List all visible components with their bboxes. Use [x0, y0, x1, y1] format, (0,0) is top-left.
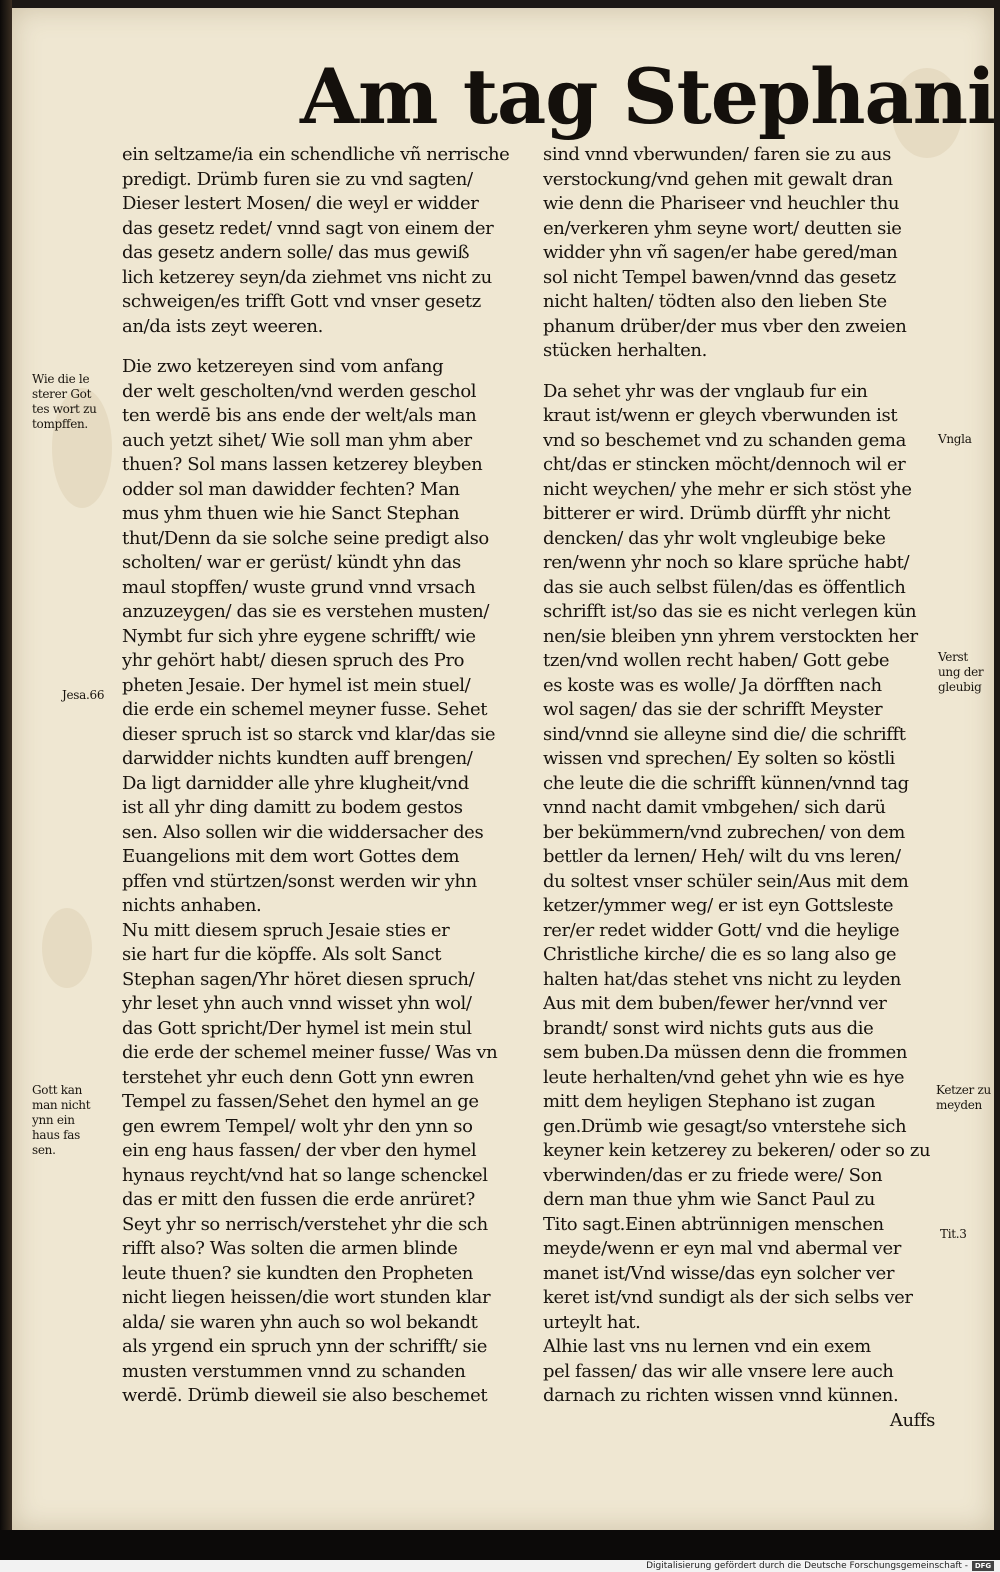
text-line: Euangelions mit dem wort Gottes dem	[122, 846, 460, 867]
catchword: Auffs	[889, 1409, 935, 1431]
margin-note	[936, 1083, 991, 1113]
paragraph	[122, 919, 514, 1409]
margin-note-line: Gott kan	[32, 1083, 83, 1097]
text-line: Nu mitt diesem spruch Jesaie sties er	[122, 919, 450, 941]
text-line: scholten/ war er gerüst/ kündt yhn das	[122, 552, 461, 573]
margin-note	[938, 432, 972, 447]
margin-note-line: gleubig	[938, 680, 982, 694]
text-line: sie hart fur die köpffe. Als solt Sanct	[122, 944, 442, 965]
text-line: nichts anhaben.	[122, 895, 262, 916]
text-line: odder sol man dawidder fechten? Man	[122, 478, 460, 500]
text-line: terstehet yhr euch denn Gott ynn ewren	[122, 1066, 474, 1088]
text-line: schrifft ist/so das sie es nicht verlegen kün	[543, 601, 917, 622]
text-line: thuen? Sol mans lassen ketzerey bleyben	[122, 454, 483, 475]
text-line: nicht halten/ tödten also den lieben Ste	[543, 291, 887, 312]
dfg-logo: DFG	[972, 1561, 994, 1571]
text-line: alda/ sie waren yhn auch so wol bekandt	[122, 1311, 478, 1333]
text-line: bitterer er wird. Drümb dürfft yhr nicht	[543, 503, 890, 524]
text-line: thut/Denn da sie solche seine predigt also	[122, 527, 489, 549]
margin-note-line: tes wort zu	[32, 402, 97, 416]
page-heading: Am tag Stephani	[300, 52, 995, 141]
paragraph	[543, 143, 935, 364]
text-line: das gesetz andern solle/ das mus gewiß	[122, 242, 470, 263]
text-line: verstockung/vnd gehen mit gewalt dran	[543, 168, 893, 190]
text-line: nen/sie bleiben ynn yhrem verstockten her	[543, 625, 918, 647]
margin-note-line: Tit.3	[940, 1227, 967, 1241]
text-line: Da sehet yhr was der vnglaub fur ein	[543, 380, 868, 402]
text-line: vberwinden/das er zu friede were/ Son	[543, 1164, 883, 1186]
margin-note	[938, 650, 983, 695]
text-line: rifft also? Was solten die armen blinde	[122, 1238, 458, 1259]
text-line: vnnd nacht damit vmbgehen/ sich darü	[543, 797, 886, 818]
text-line: musten verstummen vnnd zu schanden	[122, 1360, 466, 1382]
text-line: meyde/wenn er eyn mal vnd abermal ver	[543, 1238, 901, 1259]
text-line: sind/vnnd sie alleyne sind die/ die schrifft	[543, 723, 906, 745]
text-line: an/da ists zeyt weeren.	[122, 315, 323, 337]
text-line: die erde ein schemel meyner fusse. Sehet	[122, 699, 488, 720]
text-line: ein eng haus fassen/ der vber den hymel	[122, 1140, 477, 1161]
text-line: Alhie last vns nu lernen vnd ein exem	[543, 1336, 871, 1357]
text-line: Da ligt darnidder alle yhre klugheit/vnd	[122, 772, 469, 794]
text-line: lich ketzerey seyn/da ziehmet vns nicht zu	[122, 266, 492, 288]
text-line: pheten Jesaie. Der hymel ist mein stuel/	[122, 674, 471, 696]
text-line: pel fassen/ das wir alle vnsere lere auch	[543, 1360, 894, 1382]
text-line: keret ist/vnd sundigt als der sich selbs ver	[543, 1287, 913, 1308]
text-line: auch yetzt sihet/ Wie soll man yhm aber	[122, 429, 472, 451]
text-line: mus yhm thuen wie hie Sanct Stephan	[122, 503, 460, 524]
text-line: das sie auch selbst fülen/das es öffentlich	[543, 576, 906, 598]
margin-note	[32, 1083, 90, 1158]
text-line: Nymbt fur sich yhre eygene schrifft/ wie	[122, 625, 476, 647]
text-line: es koste was es wolle/ Ja dörfften nach	[543, 674, 882, 696]
margin-note-line: Verst	[938, 650, 968, 664]
margin-note-line: sen.	[32, 1143, 56, 1157]
text-line: werdē. Drümb dieweil sie also beschemet	[122, 1385, 488, 1406]
text-line: ketzer/ymmer weg/ er ist eyn Gottsleste	[543, 895, 894, 916]
margin-note-line: Ketzer zu	[936, 1083, 991, 1097]
text-line: ren/wenn yhr noch so klare sprüche habt/	[543, 552, 910, 573]
text-line: bettler da lernen/ Heh/ wilt du vns leren/	[543, 846, 901, 867]
margin-note	[940, 1227, 967, 1242]
text-line: en/verkeren yhm seyne wort/ deutten sie	[543, 217, 902, 239]
text-line: hynaus reycht/vnd hat so lange schenckel	[122, 1164, 488, 1186]
text-line: rer/er redet widder Gott/ vnd die heylige	[543, 919, 900, 941]
margin-note-line: Vngla	[938, 432, 972, 446]
text-line: Stephan sagen/Yhr höret diesen spruch/	[122, 968, 475, 990]
text-line: als yrgend ein spruch ynn der schrifft/ sie	[122, 1336, 487, 1357]
margin-note-line: tompffen.	[32, 417, 88, 431]
paper-stain	[42, 908, 92, 988]
margin-note-line: ung der	[938, 665, 984, 679]
text-line: widder yhn vñ sagen/er habe gered/man	[543, 242, 898, 263]
text-line: schweigen/es trifft Gott vnd vnser gesetz	[122, 291, 481, 312]
text-line: nicht liegen heissen/die wort stunden klar	[122, 1287, 491, 1308]
text-line: dieser spruch ist so starck vnd klar/das sie	[122, 723, 496, 745]
paragraph	[122, 143, 514, 339]
margin-note-line: sterer Got	[32, 387, 92, 401]
text-line: Aus mit dem buben/fewer her/vnnd ver	[543, 993, 887, 1014]
text-line: gen ewrem Tempel/ wolt yhr den ynn so	[122, 1115, 473, 1137]
text-line: ein seltzame/ia ein schendliche vñ nerrische	[122, 144, 510, 165]
text-line: darwidder nichts kundten auff brengen/	[122, 748, 473, 769]
text-line: darnach zu richten wissen vnnd künnen.	[543, 1385, 899, 1406]
text-line: sol nicht Tempel bawen/vnnd das gesetz	[543, 266, 896, 288]
text-line: dencken/ das yhr wolt vngleubige beke	[543, 527, 886, 549]
paragraph	[122, 355, 514, 919]
text-line: Tempel zu fassen/Sehet den hymel an ge	[122, 1091, 479, 1112]
text-line: Christliche kirche/ die es so lang also ge	[543, 944, 897, 965]
book-spine	[0, 0, 12, 1530]
text-line: manet ist/Vnd wisse/das eyn solcher ver	[543, 1262, 895, 1284]
text-line: mitt dem heyligen Stephano ist zugan	[543, 1091, 876, 1112]
text-line: maul stopffen/ wuste grund vnnd vrsach	[122, 576, 476, 598]
text-line: yhr gehört habt/ diesen spruch des Pro	[122, 650, 465, 671]
margin-note-line: haus fas	[32, 1128, 80, 1142]
margin-note-line: meyden	[936, 1098, 982, 1112]
text-line: dern man thue yhm wie Sanct Paul zu	[543, 1189, 875, 1210]
text-line: vnd so beschemet vnd zu schanden gema	[543, 429, 906, 451]
paragraph	[543, 380, 935, 1336]
text-line: yhr leset yhn auch vnnd wisset yhn wol/	[122, 993, 472, 1014]
text-line: das gesetz redet/ vnnd sagt von einem der	[122, 217, 494, 239]
text-line: brandt/ sonst wird nichts guts aus die	[543, 1017, 874, 1039]
text-line: das er mitt den fussen die erde anrüret?	[122, 1189, 475, 1210]
right-text-column	[543, 143, 935, 1433]
text-line: leute thuen? sie kundten den Propheten	[122, 1262, 473, 1284]
margin-note	[32, 372, 97, 432]
text-line: urteylt hat.	[543, 1311, 641, 1333]
text-line: der welt gescholten/vnd werden geschol	[122, 380, 477, 402]
text-line: das Gott spricht/Der hymel ist mein stul	[122, 1017, 472, 1039]
text-line: sen. Also sollen wir die widdersacher des	[122, 821, 484, 843]
text-line: keyner kein ketzerey zu bekeren/ oder so zu	[543, 1140, 931, 1161]
text-line: phanum drüber/der mus vber den zweien	[543, 315, 907, 337]
scan-border	[0, 1530, 1000, 1560]
text-line: leute herhalten/vnd gehet yhn wie es hye	[543, 1066, 905, 1088]
text-line: predigt. Drümb furen sie zu vnd sagten/	[122, 168, 473, 190]
paragraph	[543, 1335, 935, 1433]
text-line: Tito sagt.Einen abtrünnigen menschen	[543, 1213, 884, 1235]
paragraph-gap	[122, 339, 514, 355]
margin-note-line: Jesa.66	[62, 688, 105, 702]
text-line: die erde der schemel meiner fusse/ Was vn	[122, 1042, 498, 1063]
text-line: pffen vnd stürtzen/sonst werden wir yhn	[122, 870, 477, 892]
text-line: Dieser lestert Mosen/ die weyl er widder	[122, 193, 479, 214]
text-line: wie denn die Phariseer vnd heuchler thu	[543, 193, 900, 214]
margin-note	[62, 688, 104, 703]
text-line: nicht weychen/ yhe mehr er sich stöst yhe	[543, 478, 912, 500]
text-line: stücken herhalten.	[543, 340, 707, 361]
text-line: wol sagen/ das sie der schrifft Meyster	[543, 699, 883, 720]
margin-note-line: Wie die le	[32, 372, 90, 386]
text-line: kraut ist/wenn er gleych vberwunden ist	[543, 405, 898, 426]
text-line: Seyt yhr so nerrisch/verstehet yhr die sch	[122, 1213, 488, 1235]
margin-note-line: man nicht	[32, 1098, 91, 1112]
text-line: cht/das er stincken möcht/dennoch wil er	[543, 454, 906, 475]
text-line: halten hat/das stehet vns nicht zu leyden	[543, 968, 901, 990]
text-line: che leute die die schrifft künnen/vnnd tag	[543, 772, 909, 794]
text-line: ber bekümmern/vnd zubrechen/ von dem	[543, 821, 905, 843]
funding-credit: Digitalisierung gefördert durch die Deutsche Forschungsgemeinschaft -	[646, 1561, 968, 1571]
digitization-footer	[0, 1560, 1000, 1572]
text-line: anzuzeygen/ das sie es verstehen musten/	[122, 601, 490, 622]
text-line: sind vnnd vberwunden/ faren sie zu aus	[543, 144, 892, 165]
text-line: sem buben.Da müssen denn die frommen	[543, 1042, 908, 1063]
text-line: du soltest vnser schüler sein/Aus mit dem	[543, 870, 909, 892]
paragraph-gap	[543, 364, 935, 380]
margin-note-line: ynn ein	[32, 1113, 75, 1127]
text-line: ist all yhr ding damitt zu bodem gestos	[122, 797, 463, 818]
left-text-column	[122, 143, 514, 1409]
text-line: Die zwo ketzereyen sind vom anfang	[122, 356, 444, 377]
text-line: ten werdē bis ans ende der welt/als man	[122, 405, 477, 426]
text-line: tzen/vnd wollen recht haben/ Gott gebe	[543, 650, 890, 671]
text-line: wissen vnd sprechen/ Ey solten so köstli	[543, 748, 895, 769]
text-line: gen.Drümb wie gesagt/so vnterstehe sich	[543, 1115, 907, 1137]
